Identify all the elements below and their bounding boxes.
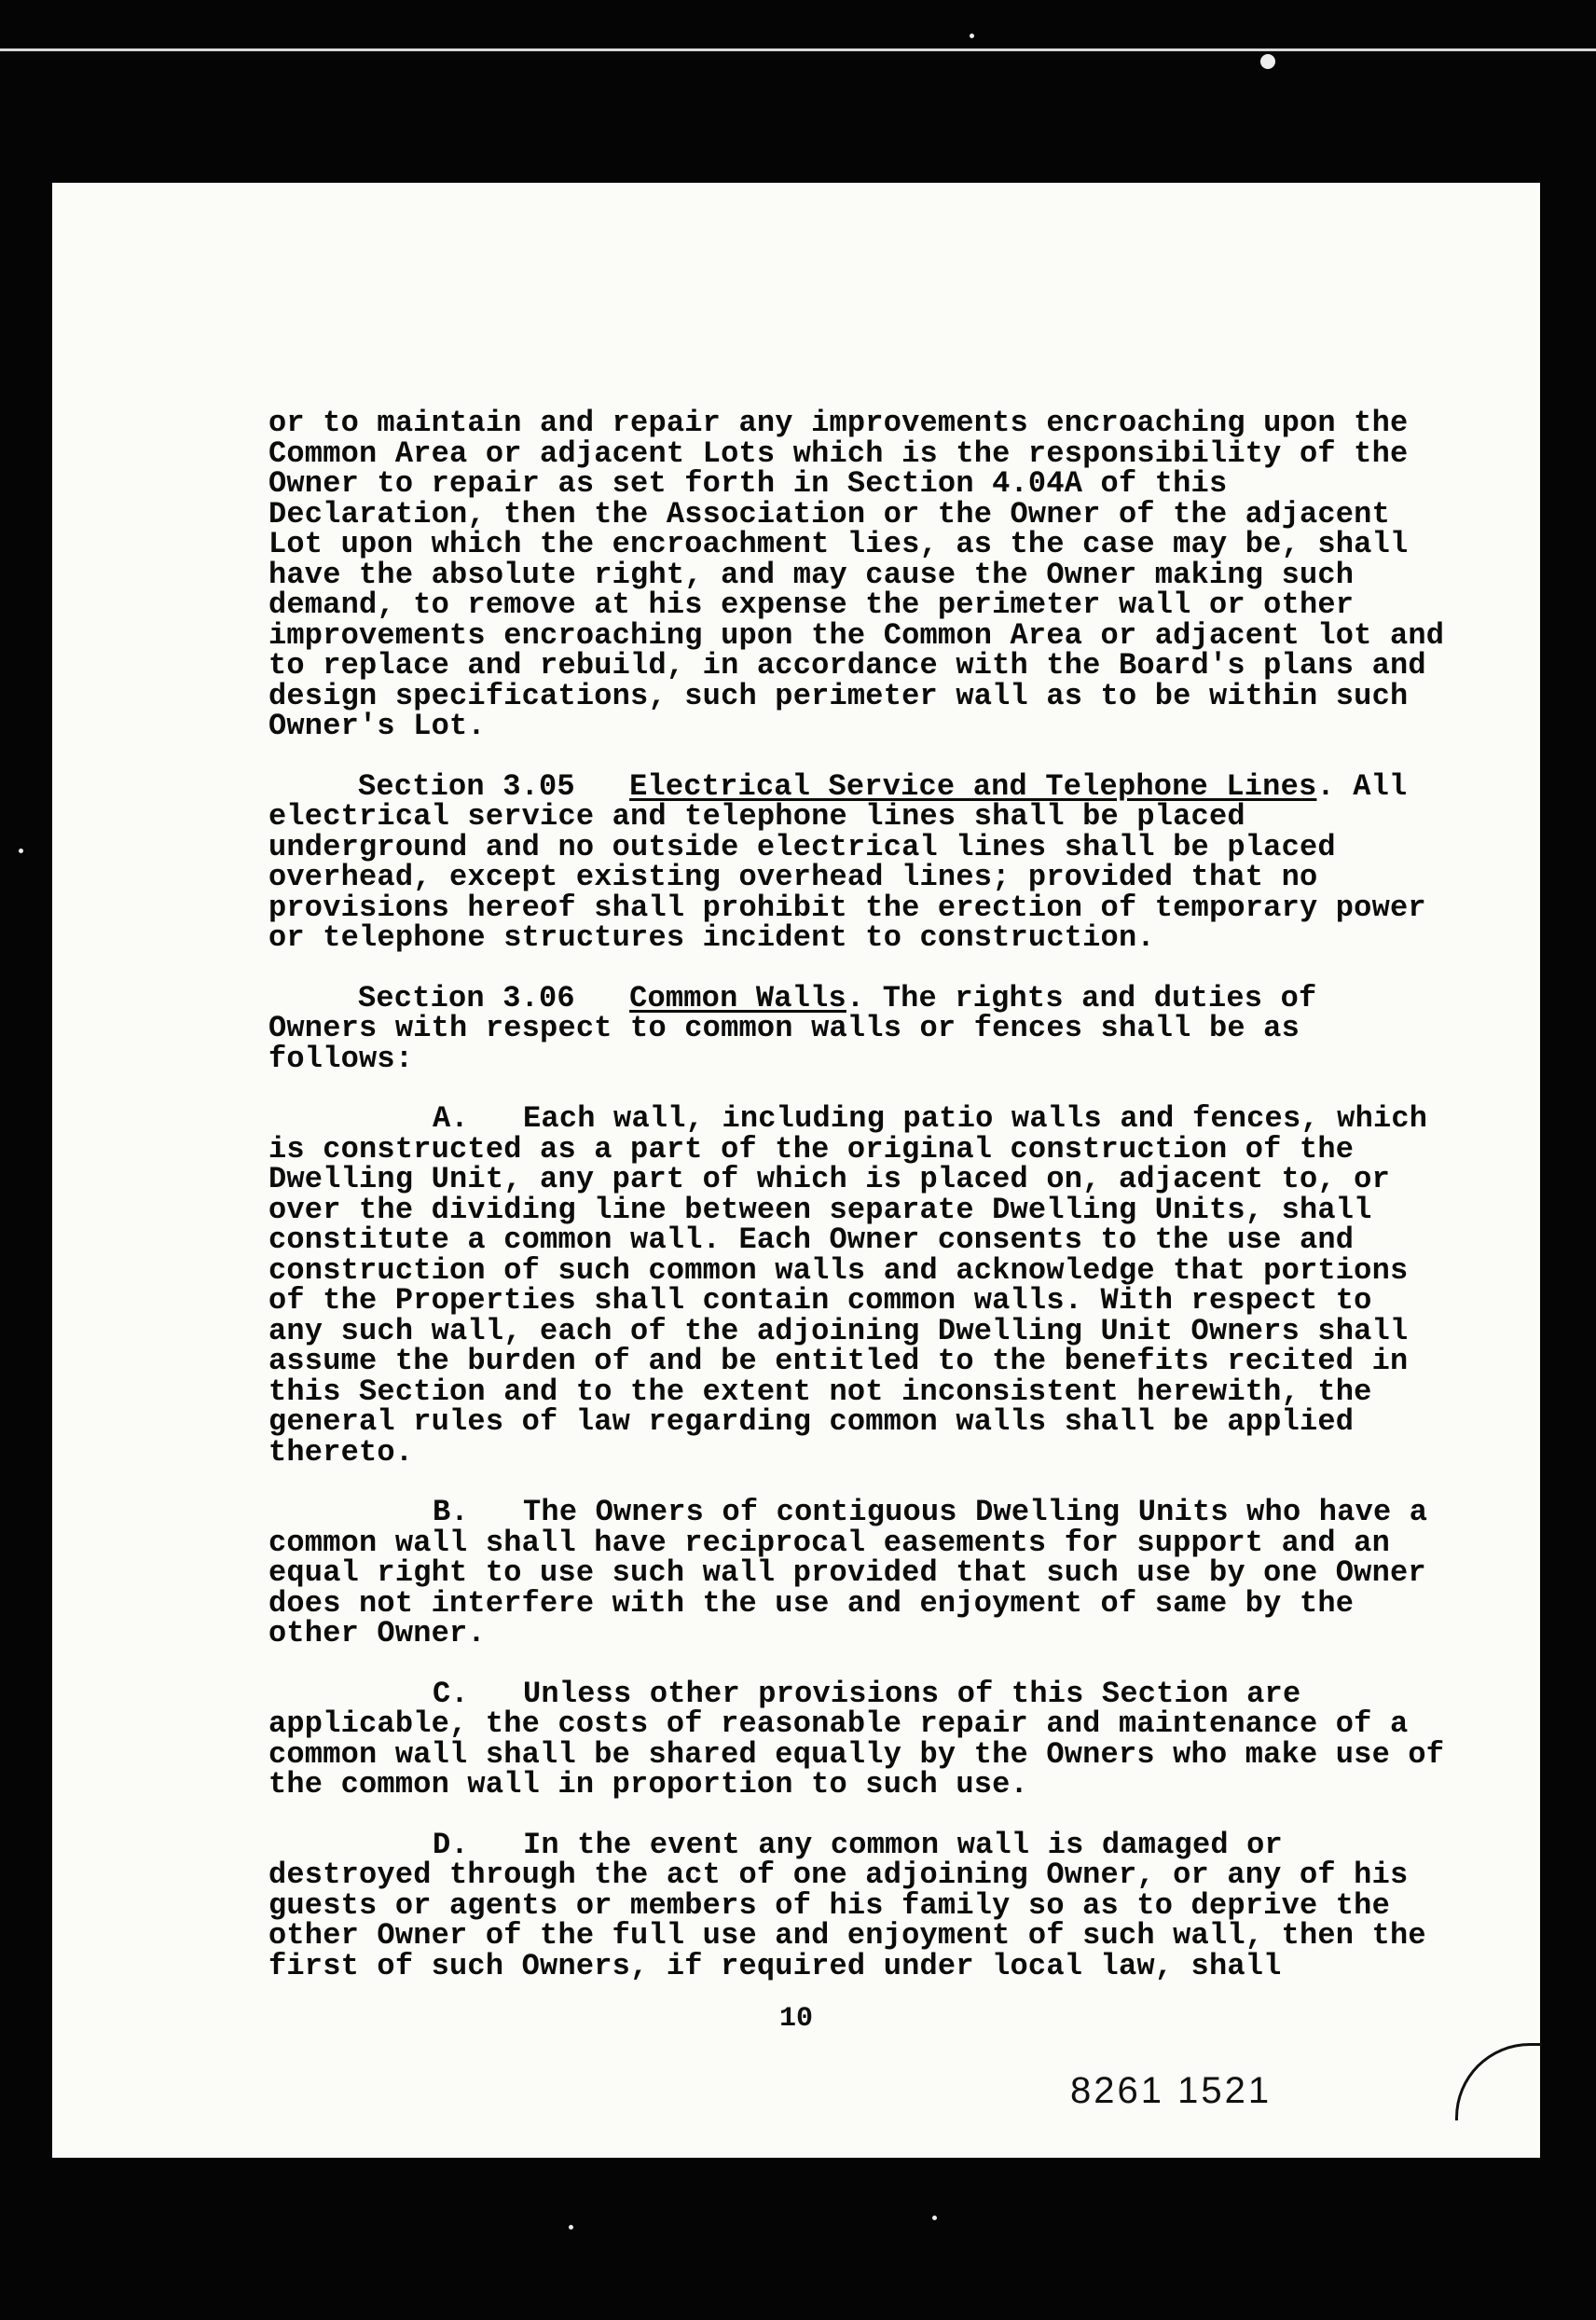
subsection-letter: B.: [433, 1495, 469, 1529]
subsection-first-line: [268, 1101, 1518, 1136]
text-line: first of such Owners, if required under local law, shall: [268, 1948, 1282, 1983]
text-line: is constructed as a part of the original construction of the: [268, 1131, 1355, 1167]
subsection-letter: A.: [433, 1101, 469, 1136]
document-page: [52, 183, 1540, 2158]
page-corner-fold: [1455, 2043, 1542, 2120]
subsection-first-line: [268, 1676, 1518, 1711]
subsection-first-line: [268, 1827, 1518, 1862]
section-3-06-first-line-rest: . The rights and duties of: [846, 980, 1317, 1015]
text-line: improvements encroaching upon the Common Area or adjacent lot and: [268, 617, 1445, 653]
text-line: general rules of law regarding common walls shall be applied: [268, 1404, 1355, 1439]
scan-border-line: [0, 48, 1596, 51]
text-line: any such wall, each of the adjoining Dwelling Unit Owners shall: [268, 1313, 1409, 1348]
text-line: of the Properties shall contain common walls. With respect to: [268, 1283, 1372, 1318]
subsection-a: [268, 1101, 1518, 1470]
text-line: assume the burden of and be entitled to the benefits recited in: [268, 1344, 1409, 1378]
text-line: demand, to remove at his expense the perimeter wall or other: [268, 587, 1355, 622]
subsection-letter: D.: [433, 1827, 469, 1862]
text-line: Dwelling Unit, any part of which is placed on, adjacent to, or: [268, 1162, 1390, 1196]
text-line: follows:: [268, 1041, 414, 1076]
scan-speck: [932, 2216, 937, 2220]
text-line: other Owner of the full use and enjoyment of such wall, then the: [268, 1918, 1426, 1953]
text-line: Lot upon which the encroachment lies, as the case may be, shall: [268, 527, 1409, 561]
section-3-05-body: [268, 799, 1518, 955]
text-line: Owner's Lot.: [268, 709, 486, 743]
text-line: thereto.: [268, 1434, 414, 1470]
subsections-list: [268, 1074, 1518, 1982]
text-line: electrical service and telephone lines shall be placed: [268, 799, 1245, 834]
text-line: common wall shall have reciprocal easements for support and an: [268, 1525, 1390, 1560]
subsection-b: [268, 1495, 1518, 1650]
text-line: equal right to use such wall provided that such use by one Owner: [268, 1555, 1426, 1590]
document-body: [268, 408, 1518, 1982]
section-3-05-title: Electrical Service and Telephone Lines: [629, 768, 1317, 804]
document-number: 8261 1521: [1070, 2070, 1273, 2111]
subsection-c: [268, 1676, 1518, 1802]
section-3-05-heading-line: [268, 768, 1518, 804]
section-3-06: [268, 980, 1518, 1076]
text-line: have the absolute right, and may cause the Owner making such: [268, 557, 1355, 592]
text-line: or telephone structures incident to construction.: [268, 920, 1155, 955]
text-line: common wall shall be shared equally by the Owners who make use of: [268, 1736, 1445, 1772]
subsection-first-line-text: Each wall, including patio walls and fences, which: [523, 1101, 1428, 1136]
text-line: underground and no outside electrical lines shall be placed: [268, 829, 1336, 864]
section-3-05: [268, 768, 1518, 955]
subsection-d: [268, 1827, 1518, 1983]
scan-speck: [19, 849, 23, 853]
subsection-letter: C.: [433, 1676, 469, 1711]
text-line: Owners with respect to common walls or fences shall be as: [268, 1011, 1300, 1045]
text-line: to replace and rebuild, in accordance with the Board's plans and: [268, 648, 1426, 683]
subsection-first-line: [268, 1495, 1518, 1529]
text-line: applicable, the costs of reasonable repair and maintenance of a: [268, 1706, 1409, 1741]
section-3-06-body: [268, 1011, 1518, 1076]
text-line: this Section and to the extent not inconsistent herewith, the: [268, 1374, 1372, 1409]
text-line: overhead, except existing overhead lines; provided that no: [268, 860, 1318, 894]
text-line: constitute a common wall. Each Owner consents to the use and: [268, 1222, 1355, 1257]
text-line: the common wall in proportion to such use.: [268, 1767, 1028, 1802]
text-line: Owner to repair as set forth in Section 4.04A of this: [268, 466, 1228, 501]
scan-speck: [970, 34, 974, 38]
page-number: 10: [778, 2003, 813, 2035]
section-3-06-title: Common Walls: [629, 980, 846, 1015]
continuation-paragraph: [268, 408, 1518, 742]
text-line: Common Area or adjacent Lots which is the responsibility of the: [268, 435, 1409, 471]
text-line: design specifications, such perimeter wall as to be within such: [268, 678, 1409, 713]
text-line: over the dividing line between separate Dwelling Units, shall: [268, 1192, 1372, 1227]
text-line: destroyed through the act of one adjoining Owner, or any of his: [268, 1857, 1409, 1892]
subsection-first-line-text: In the event any common wall is damaged or: [523, 1827, 1283, 1862]
section-3-06-heading-line: [268, 980, 1518, 1015]
scan-speck: [569, 2225, 573, 2230]
text-line: Declaration, then the Association or the Owner of the adjacent: [268, 496, 1390, 532]
text-line: guests or agents or members of his family so as to deprive the: [268, 1887, 1390, 1923]
subsection-first-line-text: The Owners of contiguous Dwelling Units who have a: [523, 1495, 1428, 1529]
scan-blot: [1260, 54, 1275, 69]
text-line: does not interfere with the use and enjoyment of same by the: [268, 1585, 1355, 1621]
subsection-first-line-text: Unless other provisions of this Section are: [523, 1676, 1301, 1711]
section-3-05-first-line-rest: . All: [1316, 768, 1408, 804]
text-line: or to maintain and repair any improvements encroaching upon the: [268, 406, 1409, 440]
section-3-05-number: Section 3.05: [358, 768, 575, 804]
section-3-06-number: Section 3.06: [358, 980, 575, 1015]
text-line: construction of such common walls and acknowledge that portions: [268, 1252, 1409, 1288]
text-line: other Owner.: [268, 1616, 486, 1650]
text-line: provisions hereof shall prohibit the erection of temporary power: [268, 890, 1426, 925]
